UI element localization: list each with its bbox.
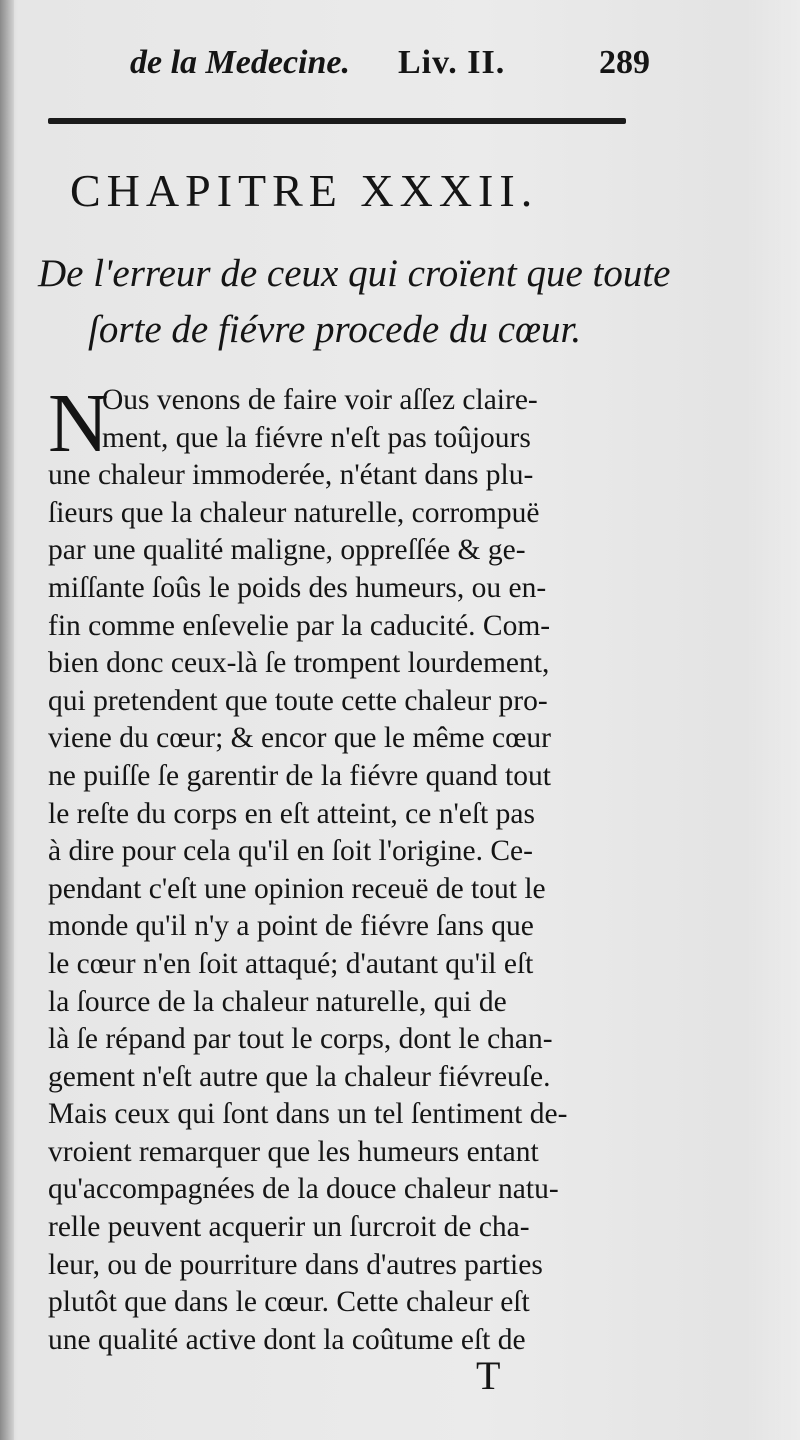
text-line: gement n'eſt autre que la chaleur fiévreuſe. [48, 1060, 551, 1093]
text-line: vroient remarquer que les humeurs entant [48, 1135, 539, 1168]
text-line: à dire pour cela qu'il en ſoit l'origine. Ce- [48, 835, 533, 868]
text-line: là ſe répand par tout le corps, dont le chan- [48, 1023, 553, 1056]
text-line: miſſante ſoûs le poids des humeurs, ou en- [48, 571, 547, 604]
chapter-subtitle [36, 246, 671, 358]
text-line: leur, ou de pourriture dans d'autres parties [48, 1248, 543, 1281]
subtitle-line: ſorte de fiévre procede du cœur. [88, 308, 582, 351]
subtitle-line: De l'erreur de ceux qui croïent que toute [38, 252, 671, 295]
page-number: 289 [599, 44, 650, 81]
text-line: une chaleur immoderée, n'étant dans plu- [48, 459, 534, 492]
chapter-title: CHAPITRE XXXII. [70, 165, 539, 216]
text-line: viene du cœur; & encor que le même cœur [48, 722, 551, 755]
text-line: Mais ceux qui ſont dans un tel ſentiment de- [48, 1098, 568, 1131]
page-edge [740, 0, 800, 1440]
text-line: le reſte du corps en eſt atteint, ce n'eſt pas [48, 797, 535, 830]
text-line: monde qu'il n'y a point de fiévre ſans que [48, 910, 534, 943]
text-line: qui pretendent que toute cette chaleur pro- [48, 684, 548, 717]
text-line: la ſource de la chaleur naturelle, qui de [48, 985, 507, 1018]
text-line: relle peuvent acquerir un ſurcroit de cha- [48, 1211, 530, 1244]
body-text [48, 377, 668, 1359]
text-line: Ous venons de faire voir aſſez claire- [102, 384, 538, 416]
header-rule [48, 118, 626, 124]
signature-mark: T [476, 1353, 501, 1398]
text-line: le cœur n'en ſoit attaqué; d'autant qu'il eſt [48, 947, 534, 980]
running-head-book: Liv. II. [398, 44, 506, 81]
running-head-title: de la Medecine. [130, 44, 350, 81]
text-line: ne puiſſe ſe garentir de la fiévre quand tout [48, 759, 551, 792]
gutter-shadow [0, 0, 14, 1440]
text-line: qu'accompagnées de la douce chaleur natu- [48, 1173, 559, 1206]
text-line: plutôt que dans le cœur. Cette chaleur eſt [48, 1286, 530, 1319]
text-line: bien donc ceux-là ſe trompent lourdement, [48, 647, 550, 680]
text-line: ſieurs que la chaleur naturelle, corrompuë [48, 496, 540, 529]
drop-cap: N [48, 377, 109, 470]
text-line: ment, que la fiévre n'eſt pas toûjours [102, 421, 531, 454]
running-head [130, 44, 650, 94]
text-line: par une qualité maligne, oppreſſée & ge- [48, 534, 526, 567]
text-line: une qualité active dont la coûtume eſt de [48, 1323, 526, 1356]
text-line: pendant c'eſt une opinion receuë de tout le [48, 872, 546, 905]
text-line: fin comme enſevelie par la caducité. Com- [48, 609, 551, 642]
